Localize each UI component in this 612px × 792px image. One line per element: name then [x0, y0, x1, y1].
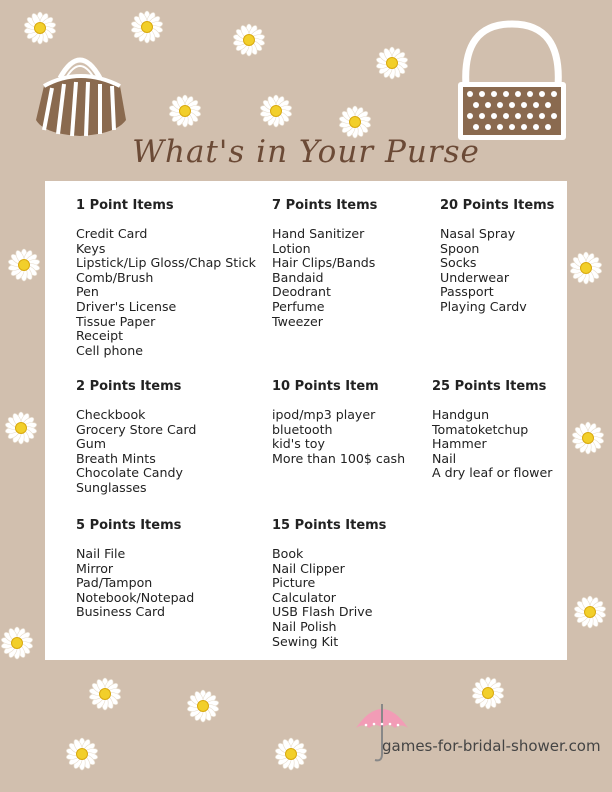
daisy-icon — [130, 10, 164, 44]
list-item: Credit Card — [76, 226, 148, 241]
daisy-icon — [65, 737, 99, 771]
item-list — [76, 547, 194, 620]
list-item: Hammer — [432, 436, 487, 452]
list-item: Nasal Spray — [440, 226, 516, 241]
daisy-icon — [23, 11, 57, 45]
daisy-icon — [186, 689, 220, 723]
list-item: Cell phone — [76, 342, 143, 358]
list-item: Gum — [76, 436, 107, 452]
list-item: Business Card — [76, 604, 165, 620]
list-item: ipod/mp3 player — [272, 407, 376, 422]
list-item: Hair Clips/Bands — [272, 255, 376, 271]
list-item: Breath Mints — [76, 450, 156, 466]
list-item: Comb/Brush — [76, 269, 154, 285]
daisy-icon — [571, 421, 605, 455]
list-item: Lotion — [272, 240, 311, 256]
daisy-icon — [569, 251, 603, 285]
list-item: Handgun — [432, 407, 490, 422]
daisy-icon — [168, 94, 202, 128]
item-list — [76, 227, 256, 358]
list-item: Nail File — [76, 546, 126, 561]
item-list — [432, 408, 552, 481]
list-item: Book — [272, 546, 304, 561]
section-heading: 5 Points Items — [76, 518, 182, 533]
list-item: Picture — [272, 575, 316, 591]
section-heading: 1 Point Items — [76, 198, 174, 213]
list-item: Calculator — [272, 589, 336, 605]
section-1-point — [76, 198, 256, 358]
list-item: Driver's License — [76, 298, 177, 314]
list-item: Spoon — [440, 240, 480, 256]
item-list — [272, 547, 386, 649]
list-item: Tissue Paper — [76, 313, 156, 329]
section-heading: 15 Points Items — [272, 518, 387, 533]
list-item: Underwear — [440, 269, 510, 285]
list-item: Passport — [440, 284, 494, 300]
section-heading: 20 Points Items — [440, 198, 555, 213]
list-item: Nail — [432, 450, 457, 466]
list-item: Receipt — [76, 328, 124, 344]
daisy-icon — [0, 626, 34, 660]
daisy-icon — [7, 248, 41, 282]
list-item: Keys — [76, 240, 106, 256]
item-list — [272, 408, 405, 466]
list-item: More than 100$ cash — [272, 450, 406, 466]
section-7-points — [272, 198, 377, 329]
item-list — [272, 227, 377, 329]
list-item: Grocery Store Card — [76, 421, 197, 437]
section-2-points — [76, 379, 196, 496]
list-item: Bandaid — [272, 269, 324, 285]
section-25-points — [432, 379, 552, 481]
section-15-points — [272, 518, 386, 649]
item-list — [440, 227, 554, 315]
list-item: Pen — [76, 284, 99, 300]
section-heading: 10 Points Item — [272, 379, 379, 394]
section-heading: 7 Points Items — [272, 198, 378, 213]
daisy-icon — [232, 23, 266, 57]
daisy-icon — [274, 737, 308, 771]
list-item: Lipstick/Lip Gloss/Chap Stick — [76, 255, 256, 271]
list-item: A dry leaf or flower — [432, 465, 553, 481]
daisy-icon — [88, 677, 122, 711]
list-item: Mirror — [76, 560, 114, 576]
list-item: Notebook/Notepad — [76, 589, 195, 605]
list-item: Tomatoketchup — [432, 421, 529, 437]
daisy-icon — [259, 94, 293, 128]
basket-purse-icon — [452, 20, 572, 145]
list-item: Hand Sanitizer — [272, 226, 365, 241]
items-panel — [45, 181, 567, 660]
list-item: Playing Cardv — [440, 298, 527, 314]
daisy-icon — [471, 676, 505, 710]
section-heading: 2 Points Items — [76, 379, 182, 394]
list-item: Nail Clipper — [272, 560, 345, 576]
section-10-points — [272, 379, 405, 466]
list-item: Deodrant — [272, 284, 331, 300]
list-item: Socks — [440, 255, 477, 271]
list-item: bluetooth — [272, 421, 333, 437]
list-item: Perfume — [272, 298, 325, 314]
list-item: Checkbook — [76, 407, 146, 422]
list-item: Tweezer — [272, 313, 323, 329]
list-item: USB Flash Drive — [272, 604, 373, 620]
purse-icon — [30, 48, 130, 138]
page-title: What's in Your Purse — [132, 134, 480, 170]
list-item: Sewing Kit — [272, 633, 339, 649]
list-item: Chocolate Candy — [76, 465, 183, 481]
list-item: Nail Polish — [272, 618, 337, 634]
section-20-points — [440, 198, 554, 315]
list-item: kid's toy — [272, 436, 325, 452]
list-item: Pad/Tampon — [76, 575, 153, 591]
section-heading: 25 Points Items — [432, 379, 547, 394]
section-5-points — [76, 518, 194, 620]
daisy-icon — [375, 46, 409, 80]
item-list — [76, 408, 196, 496]
daisy-icon — [4, 411, 38, 445]
daisy-icon — [573, 595, 607, 629]
list-item: Sunglasses — [76, 479, 147, 495]
website-url: games-for-bridal-shower.com — [382, 737, 601, 755]
